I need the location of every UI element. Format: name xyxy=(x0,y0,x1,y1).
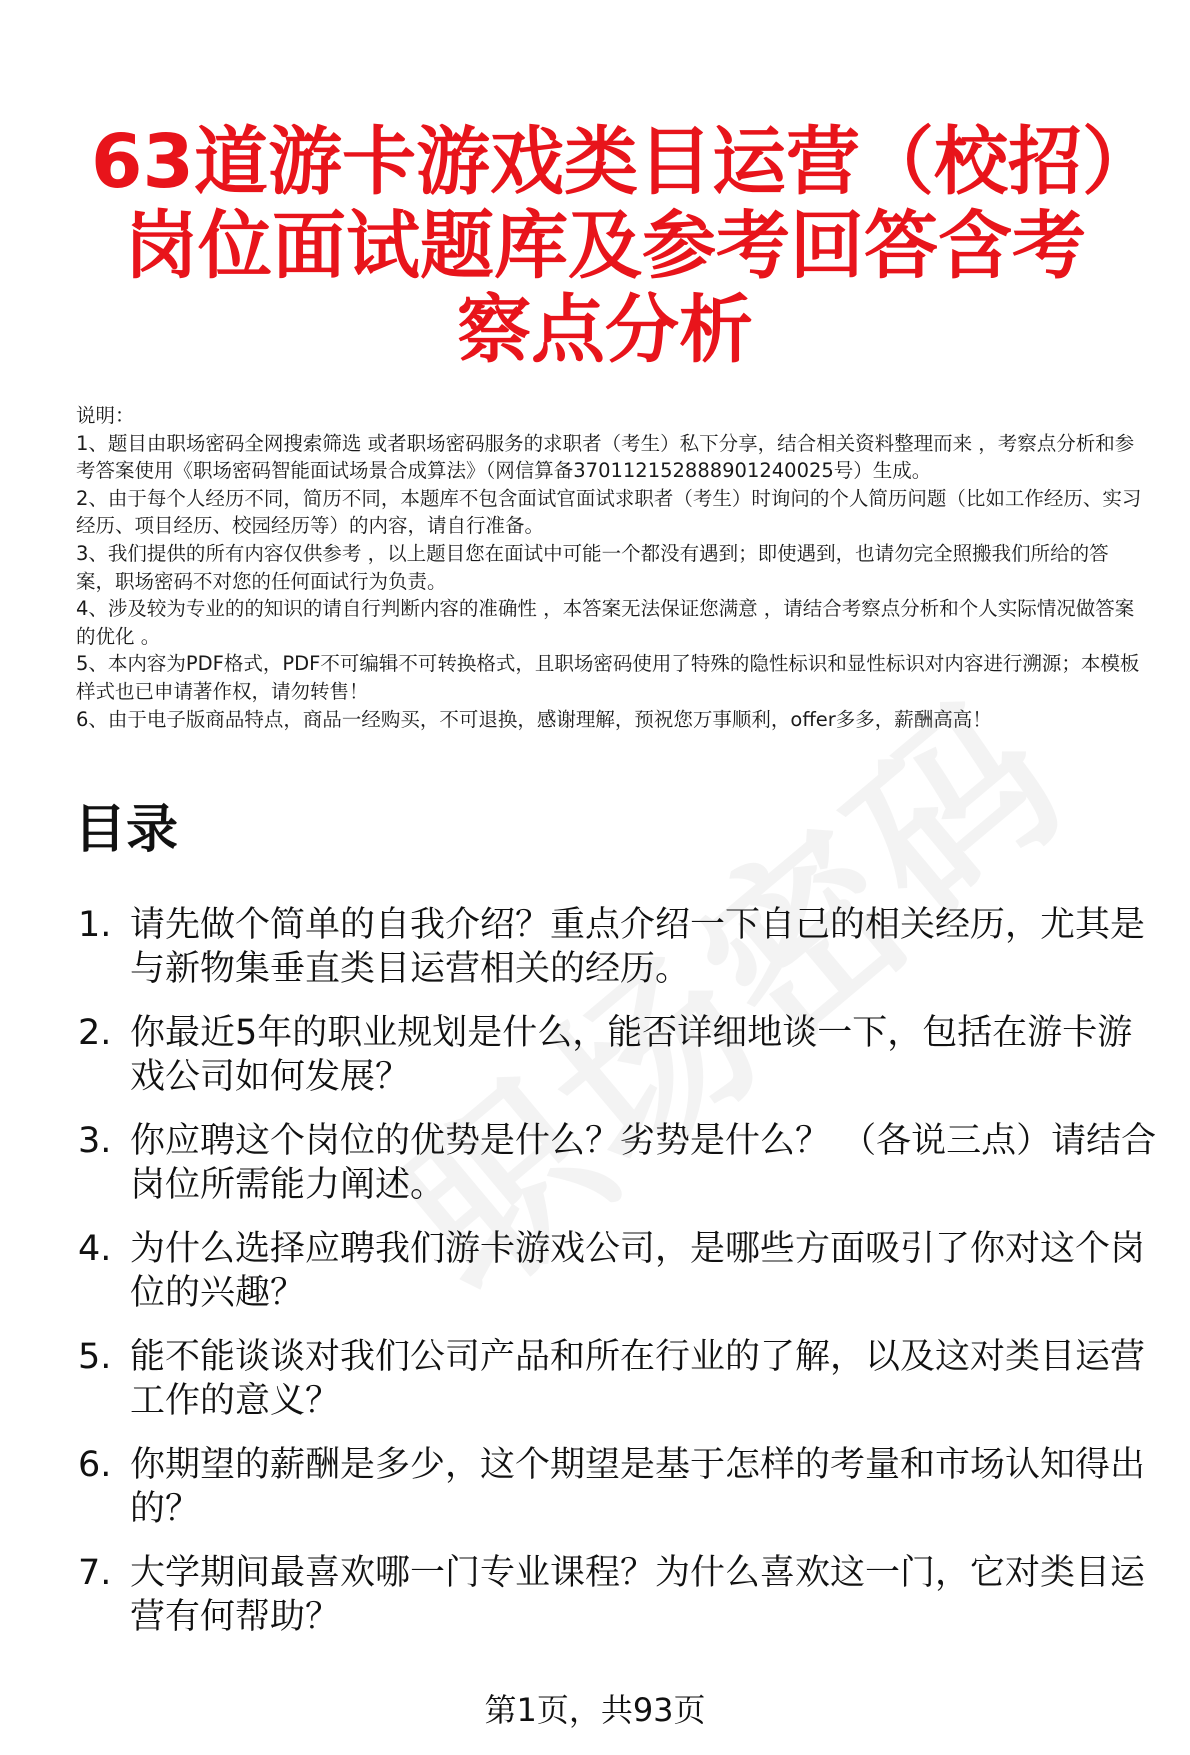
toc-item-text: 大学期间最喜欢哪一门专业课程？为什么喜欢这一门，它对类目运营有何帮助？ xyxy=(130,1553,1146,1637)
toc-item[interactable] xyxy=(78,1119,1168,1227)
toc-item-number: 6. xyxy=(78,1445,112,1485)
note-item: 3、我们提供的所有内容仅供参考 ，以上题目您在面试中可能一个都没有遇到；即使遇到，也请勿完全照搬我们所给的答案，职场密码不对您的任何面试行为负责。 xyxy=(76,541,1109,593)
notes-section xyxy=(76,402,1146,733)
document-title: 63道游卡游戏类目运营（校招）岗位面试题库及参考回答含考察点分析 xyxy=(91,119,1119,373)
toc-item[interactable] xyxy=(78,1551,1168,1659)
toc-item-number: 7. xyxy=(78,1553,112,1593)
note-item: 5、本内容为PDF格式，PDF不可编辑不可转换格式，且职场密码使用了特殊的隐性标识和显性标识对内容进行溯源；本模板样式也已申请著作权，请勿转售！ xyxy=(76,652,1140,703)
toc-item[interactable] xyxy=(78,1011,1168,1119)
notes-heading: 说明： xyxy=(76,404,135,427)
toc-item-number: 2. xyxy=(78,1013,112,1053)
note-item: 6、由于电子版商品特点，商品一经购买，不可退换，感谢理解，预祝您万事顺利，offer多多，薪酬高高！ xyxy=(76,707,992,731)
toc-item-text: 你期望的薪酬是多少，这个期望是基于怎样的考量和市场认知得出的？ xyxy=(130,1445,1146,1529)
toc-item-text: 能不能谈谈对我们公司产品和所在行业的了解，以及这对类目运营工作的意义？ xyxy=(130,1337,1146,1421)
toc-heading: 目录 xyxy=(74,800,179,860)
toc-item-text: 你最近5年的职业规划是什么，能否详细地谈一下，包括在游卡游戏公司如何发展？ xyxy=(130,1013,1133,1097)
toc-list xyxy=(78,903,1168,1659)
note-item: 2、由于每个人经历不同，简历不同，本题库不包含面试官面试求职者（考生）时询问的个人简历问题（比如工作经历、实习经历、项目经历、校园经历等）的内容，请自行准备。 xyxy=(76,486,1142,538)
toc-item-number: 3. xyxy=(78,1121,112,1161)
toc-item-text: 你应聘这个岗位的优势是什么？劣势是什么？ （各说三点）请结合岗位所需能力阐述。 xyxy=(130,1121,1157,1205)
toc-item-number: 1. xyxy=(78,905,112,945)
toc-item[interactable] xyxy=(78,1443,1168,1551)
note-item: 1、题目由职场密码全网搜索筛选 或者职场密码服务的求职者（考生）私下分享，结合相关资料整理而来 ，考察点分析和参考答案使用《职场密码智能面试场景合成算法》（网信算备370112152888901240025号）生成。 xyxy=(76,431,1135,483)
toc-item-number: 4. xyxy=(78,1229,112,1269)
toc-item[interactable] xyxy=(78,1335,1168,1443)
toc-item[interactable] xyxy=(78,1227,1168,1335)
toc-item[interactable] xyxy=(78,903,1168,1011)
toc-item-number: 5. xyxy=(78,1337,112,1377)
page-footer: 第1页，共93页 xyxy=(484,1691,706,1729)
toc-item-text: 请先做个简单的自我介绍？重点介绍一下自己的相关经历，尤其是与新物集垂直类目运营相关的经历。 xyxy=(130,905,1146,989)
note-item: 4、涉及较为专业的的知识的请自行判断内容的准确性 ，本答案无法保证您满意 ，请结合考察点分析和个人实际情况做答案的优化 。 xyxy=(76,597,1135,648)
toc-item-text: 为什么选择应聘我们游卡游戏公司，是哪些方面吸引了你对这个岗位的兴趣？ xyxy=(130,1229,1146,1313)
